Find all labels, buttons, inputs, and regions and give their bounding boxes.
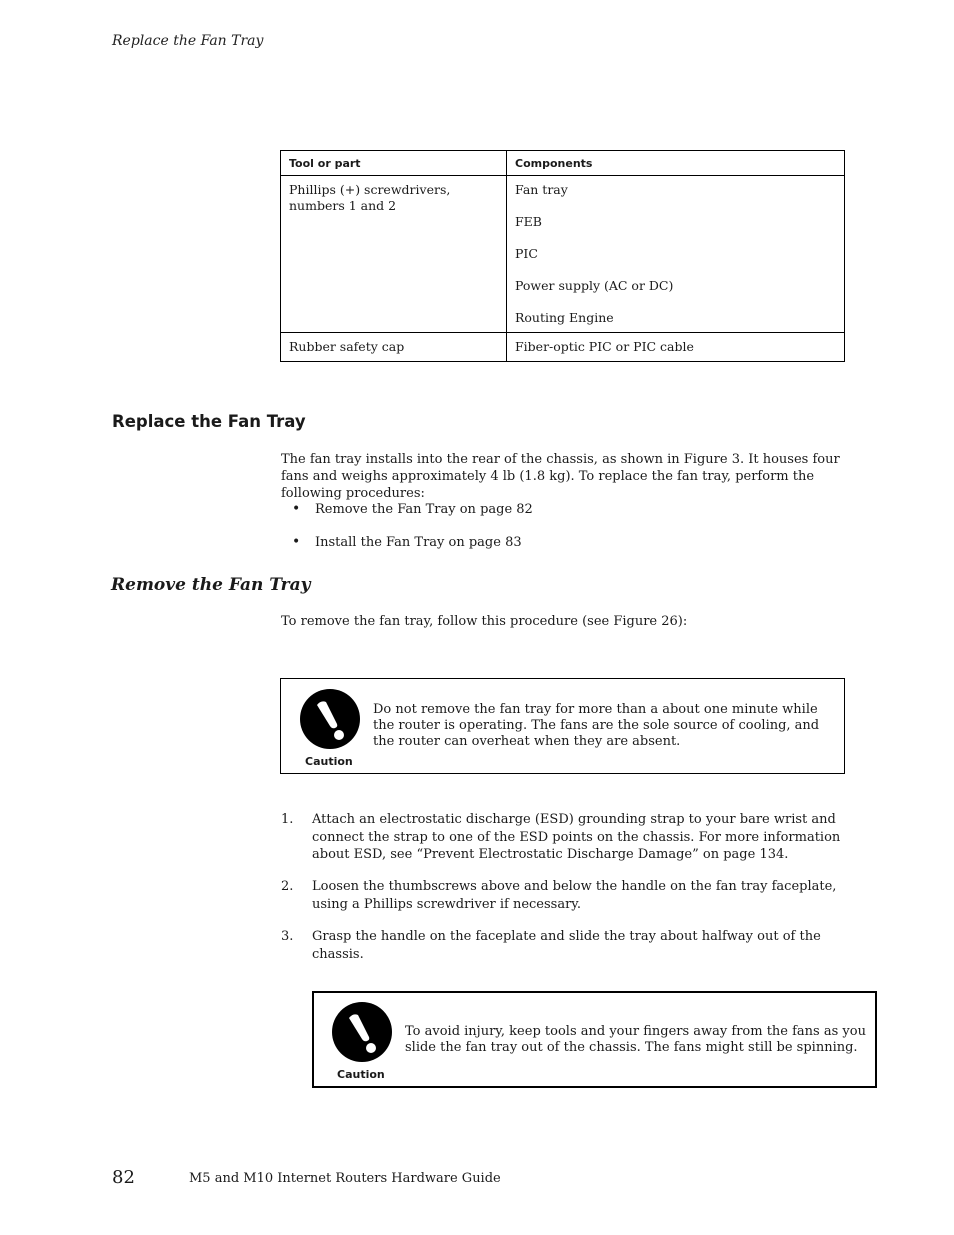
caution-label: Caution [337,1068,385,1081]
component-item: Routing Engine [515,310,614,325]
table-row [281,333,845,362]
footer-book-title: M5 and M10 Internet Routers Hardware Guide [189,1171,501,1186]
component-item: PIC [515,246,538,261]
caution-label: Caution [305,755,353,768]
procedure-link[interactable]: Remove the Fan Tray on page 82 [315,502,533,517]
step-number: 1. [281,812,294,827]
caution-box [312,991,877,1088]
running-head: Replace the Fan Tray [112,33,264,49]
column-header-components: Components [507,151,845,176]
caution-text: Do not remove the fan tray for more than a about one minute while the router is operating. The fans are the sole source of cooling, and the router can overheat when they are absent. [373,702,820,749]
caution-box [280,678,845,774]
list-item [281,811,852,865]
table-cell-components [507,333,845,362]
list-item [281,878,852,914]
bullet-icon: • [292,501,301,517]
section-intro: The fan tray installs into the rear of the chassis, as shown in Figure 3. It houses four fans and weighs approximately 4 lb (1.8 kg). To replace the fan tray, perform the following procedures: [281,452,840,501]
list-item [292,501,533,518]
component-item: Fiber-optic PIC or PIC cable [515,339,694,354]
step-number: 2. [281,879,294,894]
list-item [281,928,852,962]
component-item: Power supply (AC or DC) [515,278,674,293]
tools-table [280,150,845,362]
step-text: Attach an electrostatic discharge (ESD) grounding strap to your bare wrist and connect the strap to one of the ESD points on the chassis. For more information about ESD, see “Prevent Electrostatic Discharge Damage” on page 134. [312,812,841,862]
bullet-icon: • [292,534,301,550]
step-number: 3. [281,929,294,944]
exclamation-circle-icon [299,688,361,750]
table-cell-tool: Phillips (+) screwdrivers, numbers 1 and 2 [281,176,507,333]
page-number: 82 [112,1167,135,1188]
column-header-tool: Tool or part [281,151,507,176]
section-heading: Replace the Fan Tray [112,412,306,431]
component-item: FEB [515,214,542,229]
table-header-row [281,151,845,176]
step-text: Loosen the thumbscrews above and below the handle on the fan tray faceplate, using a Phillips screwdriver if necessary. [312,879,837,912]
table-cell-components [507,176,845,333]
component-item: Fan tray [515,182,568,197]
subsection-heading: Remove the Fan Tray [111,575,311,595]
table-cell-tool: Rubber safety cap [281,333,507,362]
step-text: Grasp the handle on the faceplate and slide the tray about halfway out of the chassis. [312,929,821,962]
subsection-intro: To remove the fan tray, follow this procedure (see Figure 26): [281,614,688,629]
caution-text: To avoid injury, keep tools and your fingers away from the fans as you slide the fan tray out of the chassis. The fans might still be spinning. [405,1024,866,1055]
procedure-link[interactable]: Install the Fan Tray on page 83 [315,535,522,550]
table-row [281,176,845,333]
exclamation-circle-icon [331,1001,393,1063]
list-item [292,534,522,551]
